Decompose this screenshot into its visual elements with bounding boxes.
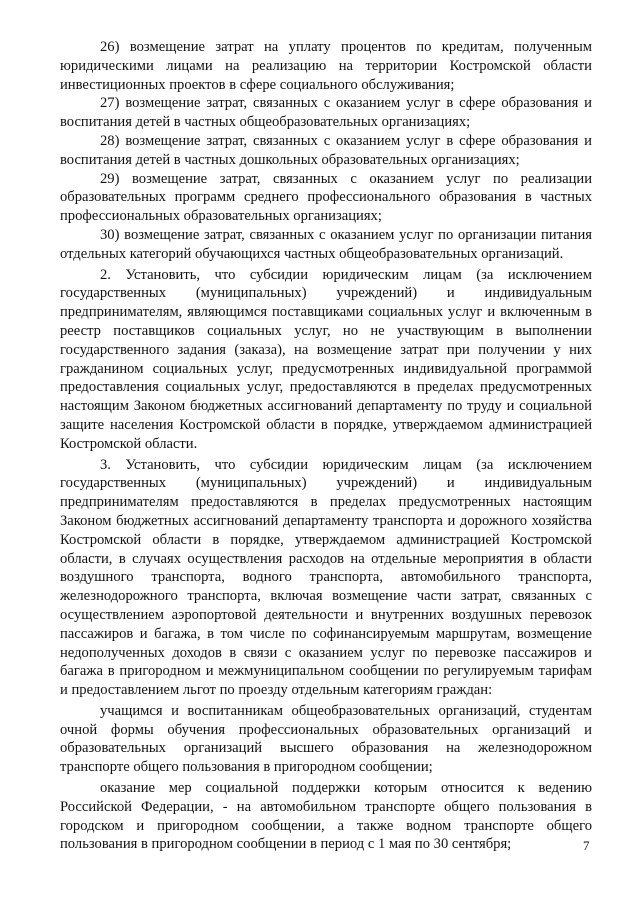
paragraph-item-26: 26) возмещение затрат на уплату процентов по кредитам, полученным юридическими лицами на реализацию на территории Костромской области инвестиционных проектов в сфере социального обслуживания;	[60, 39, 592, 93]
paragraph-section-3: 3. Установить, что субсидии юридическим лицам (за исключением государственных (муниципальных) учреждений) и индивидуальным предпринимателям предоставляются в пределах предусмотренных настоящим Законом бюджетных ассигнований департаменту транспорта и дорожного хозяйства Костромской области в порядке, утверждаемом администрацией Костромской области, в случаях осуществления расходов на отдельные мероприятия в области воздушного транспорта, водного транспорта, автомобильного транспорта, железнодорожного транспорта, включая возмещение части затрат, связанных с осуществлением аэропортовой деятельности и внутренних воздушных перевозок пассажиров и багажа, в том числе по софинансируемым маршрутам, возмещение недополученных доходов в связи с оказанием услуг по перевозке пассажиров и багажа в пригородном и межмуниципальном сообщении по регулируемым тарифам и предоставлением льгот по проезду отдельным категориям граждан:	[60, 456, 592, 699]
document-body	[60, 38, 592, 854]
page-number: 7	[583, 838, 590, 853]
paragraph-item-28: 28) возмещение затрат, связанных с оказанием услуг в сфере образования и воспитания детей в частных дошкольных образовательных организациях;	[60, 132, 592, 168]
paragraph-federal-support: оказание мер социальной поддержки которым относится к ведению Российской Федерации, - на автомобильном транспорте общего пользования в городском и пригородном сообщении, а также водном транспорте общего пользования в пригородном сообщении в период с 1 мая по 30 сентября;	[60, 780, 592, 853]
paragraph-item-27: 27) возмещение затрат, связанных с оказанием услуг в сфере образования и воспитания детей в частных общеобразовательных организациях;	[60, 95, 592, 131]
paragraph-item-30: 30) возмещение затрат, связанных с оказанием услуг по организации питания отдельных категорий обучающихся частных общеобразовательных организаций.	[60, 226, 592, 262]
paragraph-item-29: 29) возмещение затрат, связанных с оказанием услуг по реализации образовательных программ среднего профессионального образования в частных профессиональных образовательных организациях;	[60, 170, 592, 225]
paragraph-section-2: 2. Установить, что субсидии юридическим лицам (за исключением государственных (муниципальных) учреждений) и индивидуальным предпринимателям, являющимся поставщиками социальных услуг и включенным в реестр поставщиков социальных услуг, но не участвующим в выполнении государственного задания (заказа), на возмещение затрат при получении у них гражданином социальных услуг, предусмотренных индивидуальной программой предоставления социальных услуг, предоставляются в пределах предусмотренных настоящим Законом бюджетных ассигнований департаменту по труду и социальной защите населения Костромской области в порядке, утверждаемом администрацией Костромской области.	[60, 266, 592, 452]
paragraph-students: учащимся и воспитанникам общеобразовательных организаций, студентам очной формы обучения профессиональных образовательных организаций и образовательных организаций высшего образования на железнодорожном транспорте общего пользования в пригородном сообщении;	[60, 702, 592, 776]
